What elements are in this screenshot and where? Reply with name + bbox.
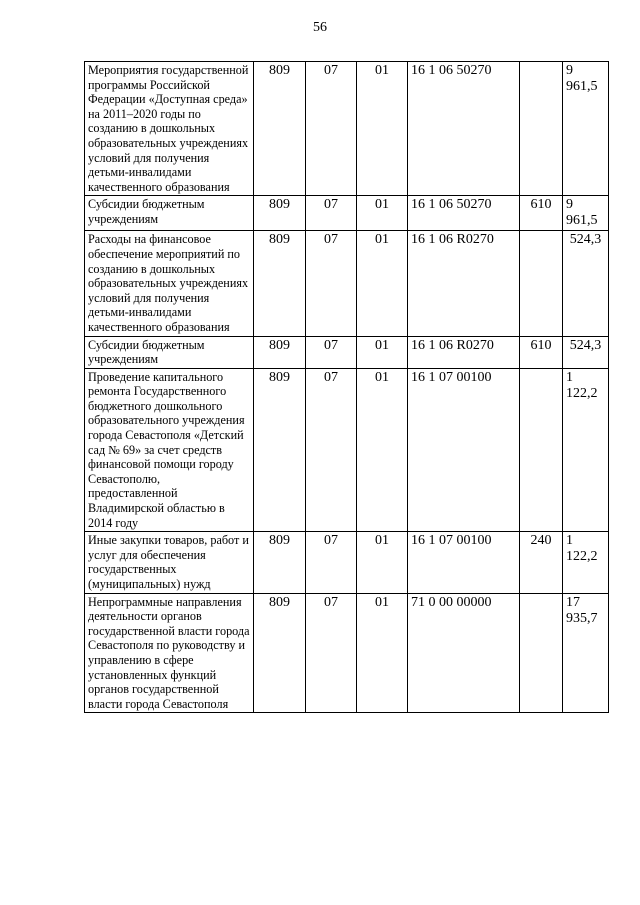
row-section: 07: [306, 62, 357, 196]
row-amount: 9 961,5: [563, 62, 609, 196]
row-target-article: 16 1 06 R0270: [408, 231, 520, 336]
row-target-article: 71 0 00 00000: [408, 593, 520, 713]
table-row: [85, 593, 609, 713]
row-subsection: 01: [357, 336, 408, 368]
row-expense-type: 240: [520, 532, 563, 593]
row-expense-type: [520, 368, 563, 532]
row-name: Субсидии бюджетным учреждениям: [85, 196, 254, 231]
row-grbs: 809: [254, 231, 306, 336]
table-row: [85, 196, 609, 231]
row-target-article: 16 1 07 00100: [408, 368, 520, 532]
row-section: 07: [306, 196, 357, 231]
table-row: [85, 62, 609, 196]
row-grbs: 809: [254, 196, 306, 231]
row-grbs: 809: [254, 593, 306, 713]
row-section: 07: [306, 231, 357, 336]
row-amount: 9 961,5: [563, 196, 609, 231]
row-subsection: 01: [357, 196, 408, 231]
page-number: 56: [313, 20, 327, 35]
row-amount: 524,3: [563, 336, 609, 368]
row-name: Иные закупки товаров, работ и услуг для обеспечения государственных (муниципальных) нужд: [85, 532, 254, 593]
row-amount: 1 122,2: [563, 532, 609, 593]
row-expense-type: [520, 231, 563, 336]
row-amount: 1 122,2: [563, 368, 609, 532]
row-section: 07: [306, 336, 357, 368]
table-row: [85, 336, 609, 368]
row-subsection: 01: [357, 532, 408, 593]
row-expense-type: [520, 593, 563, 713]
row-name: Проведение капитального ремонта Государственного бюджетного дошкольного образовательного учреждения города Севастополя «Детский сад № 69» за счет средств финансовой помощи городу Севастополю, предоставленной Владимирской областью в 2014 году: [85, 368, 254, 532]
budget-table: [84, 61, 609, 713]
row-amount: 524,3: [563, 231, 609, 336]
row-name: Субсидии бюджетным учреждениям: [85, 336, 254, 368]
row-target-article: 16 1 07 00100: [408, 532, 520, 593]
row-name: Расходы на финансовое обеспечение мероприятий по созданию в дошкольных образовательных учреждениях условий для получения детьми-инвалидами качественного образования: [85, 231, 254, 336]
row-grbs: 809: [254, 336, 306, 368]
row-section: 07: [306, 368, 357, 532]
row-expense-type: [520, 62, 563, 196]
row-subsection: 01: [357, 231, 408, 336]
row-expense-type: 610: [520, 336, 563, 368]
row-grbs: 809: [254, 368, 306, 532]
row-target-article: 16 1 06 50270: [408, 62, 520, 196]
row-grbs: 809: [254, 62, 306, 196]
table-row: [85, 231, 609, 336]
row-subsection: 01: [357, 62, 408, 196]
row-target-article: 16 1 06 50270: [408, 196, 520, 231]
row-section: 07: [306, 532, 357, 593]
row-grbs: 809: [254, 532, 306, 593]
table-row: [85, 368, 609, 532]
row-name: Непрограммные направления деятельности органов государственной власти города Севастополя по руководству и управлению в сфере установленных функций органов государственной власти города Севастополя: [85, 593, 254, 713]
row-subsection: 01: [357, 368, 408, 532]
row-name: Мероприятия государственной программы Российской Федерации «Доступная среда» на 2011–2020 годы по созданию в дошкольных образовательных учреждениях условий для получения детьми-инвалидами качественного образования: [85, 62, 254, 196]
row-amount: 17 935,7: [563, 593, 609, 713]
table-row: [85, 532, 609, 593]
row-expense-type: 610: [520, 196, 563, 231]
row-section: 07: [306, 593, 357, 713]
row-subsection: 01: [357, 593, 408, 713]
row-target-article: 16 1 06 R0270: [408, 336, 520, 368]
